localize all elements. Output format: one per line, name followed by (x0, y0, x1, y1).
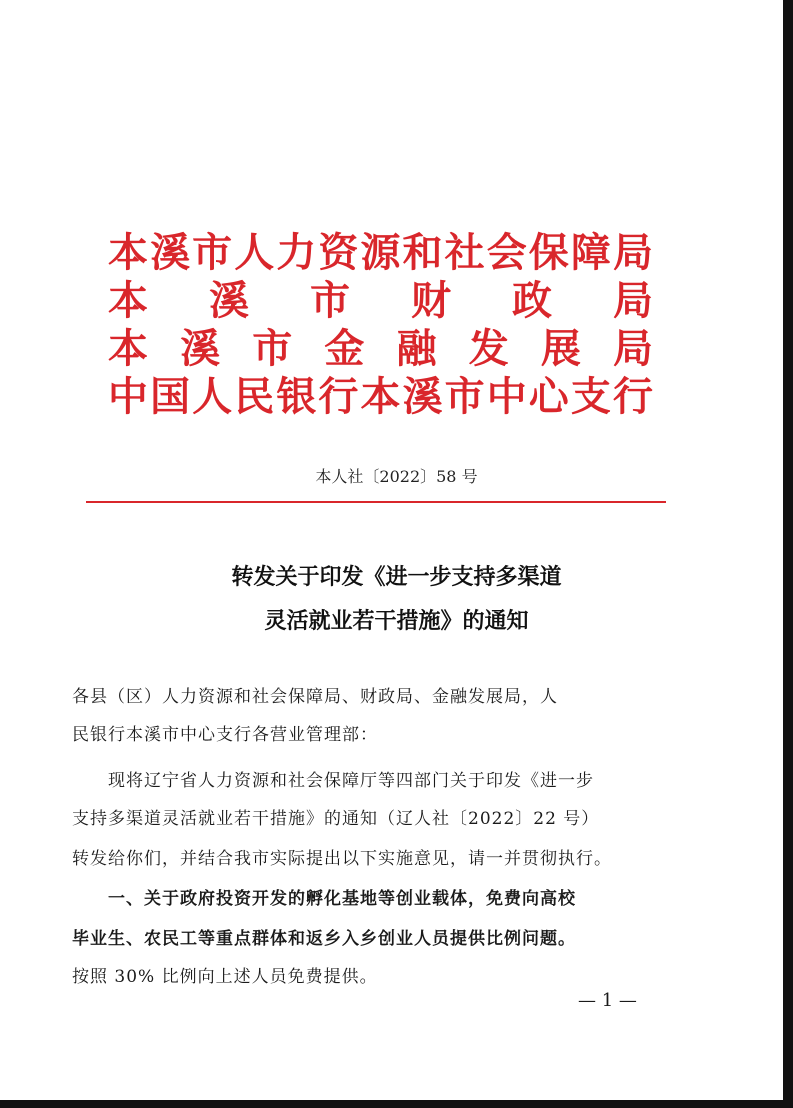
addressee-line-2: 民银行本溪市中心支行各营业管理部： (72, 725, 378, 745)
item-one-line-2: 毕业生、农民工等重点群体和返乡入乡创业人员提供比例问题。 (72, 929, 576, 949)
document-title-line-2: 灵活就业若干措施》的通知 (264, 608, 529, 634)
body-line-2: 支持多渠道灵活就业若干措施》的通知（辽人社〔2022〕22 号） (72, 809, 600, 829)
issuer-line-4: 中 国 人 民 银 行 本 溪 市 中 心 支 行 (108, 373, 653, 420)
item-one-line-1: 一、关于政府投资开发的孵化基地等创业载体，免费向高校 (72, 889, 576, 909)
scan-edge-right (783, 0, 793, 1108)
issuer-line-2: 本 溪 市 财 政 局 (108, 277, 653, 324)
document-number: 本人社〔2022〕58 号 (315, 467, 478, 486)
issuer-line-3: 本 溪 市 金 融 发 展 局 (108, 325, 653, 372)
body-line-3: 转发给你们，并结合我市实际提出以下实施意见，请一并贯彻执行。 (72, 849, 612, 869)
body-line-1: 现将辽宁省人力资源和社会保障厅等四部门关于印发《进一步 (72, 771, 594, 791)
document-title-line-1: 转发关于印发《进一步支持多渠道 (231, 564, 562, 590)
issuer-line-1: 本 溪 市 人 力 资 源 和 社 会 保 障 局 (108, 229, 653, 276)
red-divider (86, 501, 666, 503)
page-number: — 1 — (578, 990, 637, 1011)
item-one-line-3: 按照 30% 比例向上述人员免费提供。 (72, 967, 378, 987)
scan-edge-bottom (0, 1100, 793, 1108)
addressee-line-1: 各县（区）人力资源和社会保障局、财政局、金融发展局，人 (72, 687, 558, 707)
